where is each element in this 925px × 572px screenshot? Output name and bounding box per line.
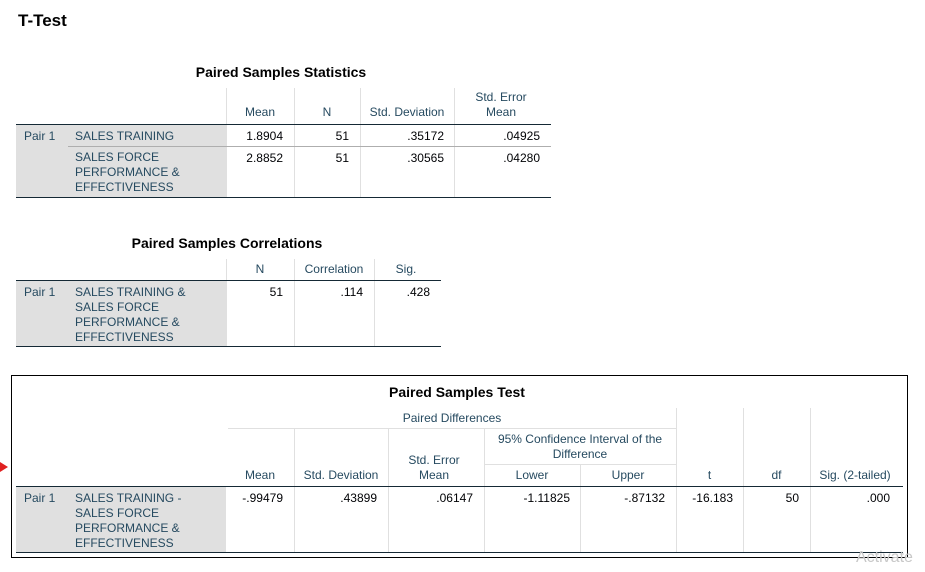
header-rule (16, 124, 551, 125)
cell-n: 51 (335, 151, 349, 165)
grid-line (226, 259, 227, 347)
cell-lower: -1.11825 (523, 491, 570, 505)
cell-std-error-mean: .04925 (503, 129, 540, 143)
table-title: Paired Samples Statistics (195, 64, 367, 80)
row-label: SALES TRAINING (75, 129, 175, 143)
cell-mean: 2.8852 (246, 151, 283, 165)
header-mean: Mean (244, 105, 276, 119)
selection-arrow-icon (0, 462, 8, 472)
cell-sig-2-tailed: .000 (866, 491, 890, 505)
grid-line (294, 259, 295, 347)
cell-sig: .428 (406, 285, 430, 299)
pair-label: Pair 1 (24, 129, 56, 143)
page-heading: T-Test (18, 11, 67, 30)
cell-mean: 1.8904 (246, 129, 283, 143)
grid-line (454, 88, 455, 198)
cell-upper: -.87132 (624, 491, 665, 505)
grid-line (676, 408, 677, 553)
grid-line (360, 88, 361, 198)
pair-label: Pair 1 (24, 285, 56, 299)
header-divider (485, 464, 676, 465)
row-divider (68, 146, 551, 147)
grid-line (294, 428, 295, 553)
cell-std-deviation: .43899 (340, 491, 377, 505)
row-label: SALES TRAINING & SALES FORCE PERFORMANCE & EFFECTIVENESS (75, 285, 186, 344)
bottom-rule (16, 552, 903, 553)
cell-df: 50 (785, 491, 799, 505)
header-std-deviation: Std. Deviation (369, 105, 445, 119)
row-label: SALES TRAINING - SALES FORCE PERFORMANCE & EFFECTIVENESS (75, 491, 182, 550)
activate-watermark: Activate (856, 549, 913, 566)
grid-line (810, 408, 811, 553)
header-correlation: Correlation (304, 262, 364, 276)
row-label: SALES FORCE PERFORMANCE & EFFECTIVENESS (75, 150, 180, 194)
header-std-error-mean: Std. Error Mean (475, 90, 527, 119)
header-paired-differences: Paired Differences (402, 411, 502, 425)
header-upper: Upper (611, 468, 645, 482)
pair-label: Pair 1 (24, 491, 56, 505)
header-df: df (771, 468, 782, 482)
grid-line (484, 428, 485, 553)
header-std-error-mean: Std. Error Mean (408, 453, 460, 482)
grid-line (374, 259, 375, 347)
cell-n: 51 (269, 285, 283, 299)
grid-line (580, 465, 581, 553)
bottom-rule (16, 346, 441, 347)
header-t: t (707, 468, 712, 482)
grid-line (743, 408, 744, 553)
cell-n: 51 (335, 129, 349, 143)
table-title: Paired Samples Test (389, 384, 525, 400)
cell-std-error-mean: .04280 (503, 151, 540, 165)
header-n: N (255, 262, 265, 276)
header-divider (228, 428, 676, 429)
header-sig: Sig. (395, 262, 417, 276)
header-lower: Lower (515, 468, 549, 482)
header-std-deviation: Std. Deviation (303, 468, 379, 482)
cell-mean: -.99479 (242, 491, 283, 505)
header-sig-2-tailed: Sig. (2-tailed) (819, 468, 891, 482)
grid-line (388, 428, 389, 553)
grid-line (226, 88, 227, 198)
cell-std-error-mean: .06147 (436, 491, 473, 505)
cell-std-deviation: .35172 (407, 129, 444, 143)
header-n: N (322, 105, 332, 119)
header-mean: Mean (244, 468, 276, 482)
table-title: Paired Samples Correlations (131, 235, 323, 251)
cell-correlation: .114 (340, 285, 363, 299)
header-rule (16, 280, 441, 281)
header-rule (16, 486, 903, 487)
cell-std-deviation: .30565 (407, 151, 444, 165)
header-confidence-interval: 95% Confidence Interval of the Difference (497, 432, 663, 461)
cell-t: -16.183 (692, 491, 733, 505)
bottom-rule (16, 197, 551, 198)
grid-line (294, 88, 295, 198)
